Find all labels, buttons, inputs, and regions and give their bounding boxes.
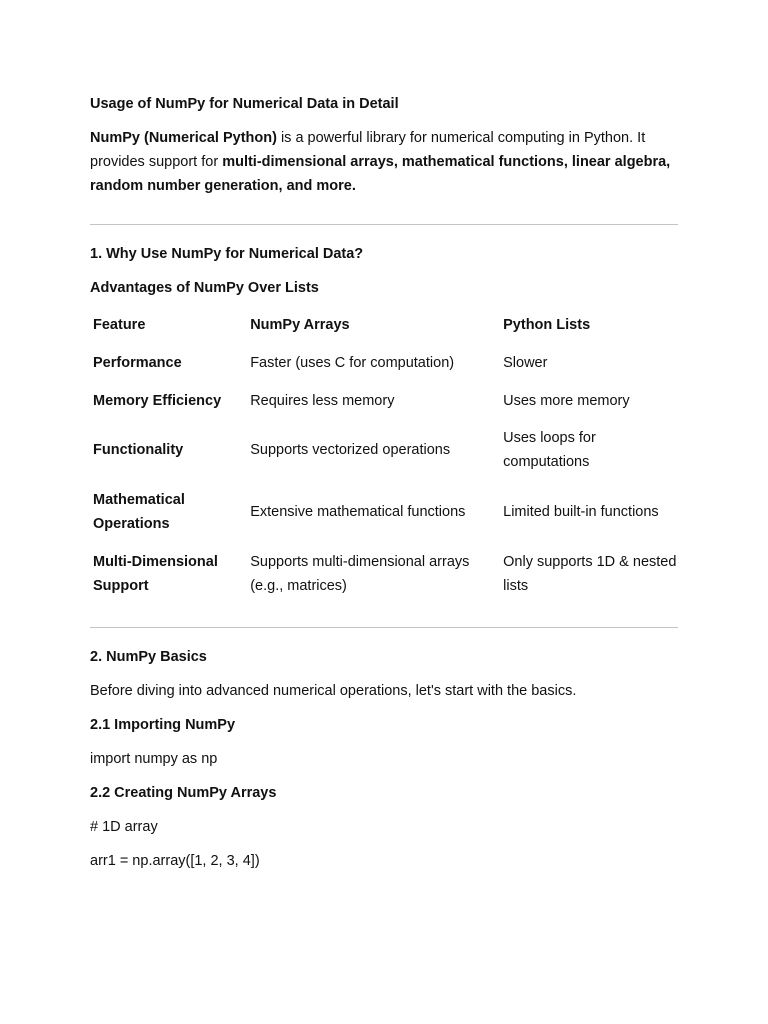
table-header-cell: Feature — [93, 317, 146, 333]
section2-heading: 2. NumPy Basics — [90, 649, 207, 665]
table-row — [90, 543, 680, 605]
intro-bold-term: NumPy (Numerical Python) — [90, 130, 277, 146]
table-row — [90, 481, 680, 543]
table-header-row — [90, 308, 680, 342]
table-cell-numpy: Extensive mathematical functions — [250, 504, 466, 520]
comparison-table — [90, 308, 680, 605]
subsection-creating-arrays: 2.2 Creating NumPy Arrays — [90, 785, 277, 801]
table-cell-lists: Slower — [503, 354, 548, 371]
divider-2 — [90, 627, 678, 628]
divider-1 — [90, 224, 678, 225]
section1-subheading: Advantages of NumPy Over Lists — [90, 280, 319, 296]
table-cell-lists: Uses more memory — [503, 393, 630, 409]
code-array: arr1 = np.array([1, 2, 3, 4]) — [90, 853, 260, 869]
table-cell-feature: Multi-Dimensional Support — [93, 554, 218, 594]
table-cell-feature: Mathematical Operations — [93, 492, 185, 532]
table-row — [90, 419, 680, 481]
table-cell-lists: Uses loops for computations — [503, 430, 596, 470]
code-comment: # 1D array — [90, 819, 158, 835]
table-cell-lists: Only supports 1D & nested lists — [503, 554, 677, 594]
code-import: import numpy as np — [90, 751, 218, 767]
intro-paragraph — [90, 126, 680, 198]
table-cell-lists: Limited built-in functions — [503, 504, 659, 520]
table-cell-feature: Performance — [93, 354, 182, 371]
table-cell-numpy: Requires less memory — [250, 393, 395, 409]
table-cell-feature: Memory Efficiency — [93, 393, 222, 409]
document-title: Usage of NumPy for Numerical Data in Detail — [90, 96, 399, 112]
table-cell-numpy: Supports multi-dimensional arrays (e.g., matrices) — [250, 554, 470, 594]
table-cell-numpy: Supports vectorized operations — [250, 442, 451, 458]
table-cell-numpy: Faster (uses C for computation) — [250, 354, 455, 371]
table-row — [90, 342, 680, 383]
intro-text: is a powerful library for numerical computing in Python. It provides support for — [90, 130, 646, 170]
section1-heading: 1. Why Use NumPy for Numerical Data? — [90, 246, 364, 262]
section2-intro: Before diving into advanced numerical operations, let's start with the basics. — [90, 683, 577, 699]
subsection-importing: 2.1 Importing NumPy — [90, 717, 236, 733]
table-header-cell: NumPy Arrays — [250, 317, 350, 333]
table-row — [90, 383, 680, 419]
intro-bold-features: multi-dimensional arrays, mathematical functions, linear algebra, random number generation, and more. — [90, 154, 671, 194]
table-cell-feature: Functionality — [93, 442, 184, 458]
table-header-cell: Python Lists — [503, 317, 591, 333]
